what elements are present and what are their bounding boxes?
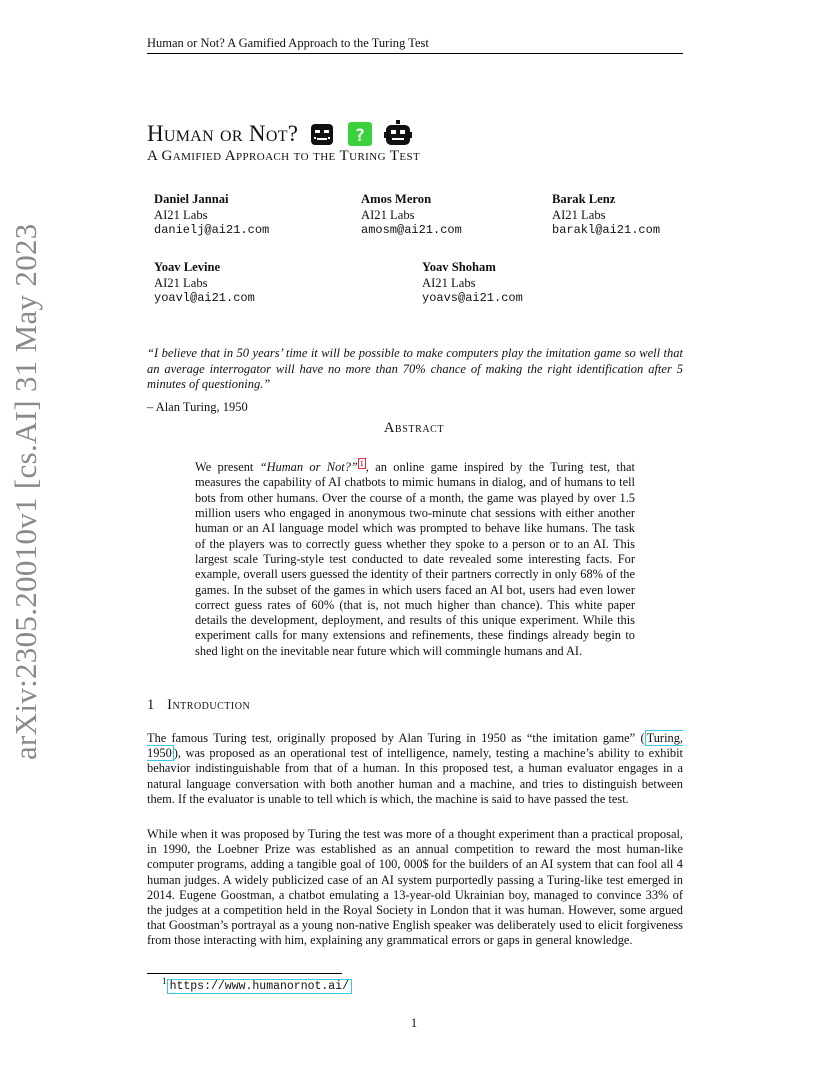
title-text: Human or Not?: [147, 121, 299, 146]
section-title: Introduction: [167, 697, 251, 713]
robot-face-icon: [308, 120, 336, 148]
author-affiliation: AI21 Labs: [422, 275, 476, 290]
author-block: [361, 192, 462, 239]
author-email: yoavs@ai21.com: [422, 291, 523, 305]
section-number: 1: [147, 697, 155, 713]
author-affiliation: AI21 Labs: [552, 207, 606, 222]
author-block: [422, 260, 523, 307]
author-email: yoavl@ai21.com: [154, 291, 255, 305]
abstract-text: , an online game inspired by the Turing test, that measures the capability of AI chatbots to mimic humans in dialog, and of humans to tell bots from other humans. Over the course of a month, the game was played by over 1.5 million users who engaged in anonymous two-minute chat sessions with either another human or an AI language model which was prompted to behave like humans. The task of the players was to correctly guess whether they spoke to a person or to an AI. This largest scale Turing-style test conducted to date revealed some interesting facts. For example, overall users guessed the identity of their partners correctly in only 68% of the games. In the subset of the games in which users faced an AI bot, users had even lower correct guess rates of 60% (that is, not much higher than chance). This white paper details the development, deployment, and results of this unique experiment. While this experiment calls for many extensions and refinements, these findings already begin to shed light on the inevitable near future which will commingle humans and AI.: [195, 460, 635, 658]
footnote-url-link[interactable]: https://www.humanornot.ai/: [167, 979, 352, 994]
author-affiliation: AI21 Labs: [154, 207, 208, 222]
abstract-heading: Abstract: [383, 420, 445, 436]
question-mark-icon: [346, 120, 374, 148]
intro-paragraph-2: While when it was proposed by Turing the test was more of a thought experiment than a practical proposal, in 1990, the Loebner Prize was established as an annual competition to reward the most human-like computer programs, adding a tangible goal of 100, 000$ for the builders of an AI system that can fool all 4 human judges. A widely publicized case of an AI system purportedly passing a Turing-like test emerged in 2014. Eugene Goostman, a chatbot emulating a 13-year-old Ukrainian boy, managed to convince 33% of the judges at a competition held in the Royal Society in London that it was human. However, some argued that Goostman’s portrayal as a young non-native English speaker was deliberately used to elicit forgiveness from those interacting with him, explaining any grammatical errors or gaps in general knowledge.: [147, 827, 683, 948]
author-affiliation: AI21 Labs: [154, 275, 208, 290]
author-name: Amos Meron: [361, 192, 432, 206]
footnote-link[interactable]: 1: [359, 459, 364, 468]
author-name: Yoav Shoham: [422, 260, 496, 274]
author-email: amosm@ai21.com: [361, 223, 462, 237]
epigraph-quote: “I believe that in 50 years’ time it will be possible to make computers play the imitation game so well that an average interrogator will have no more than 70% chance of making the right identification after 5 minutes of questioning.”: [147, 346, 683, 391]
abstract-lead: We present: [195, 460, 260, 475]
author-email: danielj@ai21.com: [154, 223, 270, 237]
footnote: [162, 976, 352, 993]
intro-paragraph-1: [147, 731, 683, 807]
footnote-mark: 1: [162, 976, 167, 986]
author-block: [154, 260, 255, 307]
abstract-body: [195, 456, 635, 659]
running-header: Human or Not? A Gamified Approach to the Turing Test: [147, 36, 683, 54]
section-heading: [147, 697, 250, 714]
page-number: 1: [410, 1016, 418, 1030]
epigraph-attribution: – Alan Turing, 1950: [147, 400, 248, 414]
intro-text: The famous Turing test, originally proposed by Alan Turing in 1950 as “the imitation game” (: [147, 731, 645, 745]
author-name: Barak Lenz: [552, 192, 616, 206]
author-block: [154, 192, 269, 239]
intro-text: ), was proposed as an operational test of intelligence, namely, testing a machine’s ability to exhibit behavior indistinguishable from that of a human. In this proposed test, a human evaluator engages in a natural language conversation with both another human and a machine, and tries to distinguish between them. If the evaluator is unable to tell which is which, the machine is said to have passed the test.: [147, 746, 683, 806]
author-email: barakl@ai21.com: [552, 223, 661, 237]
footnote-rule: [147, 973, 342, 974]
citation-link[interactable]: Turing, 1950: [147, 731, 683, 761]
svg-text:?: ?: [355, 126, 366, 146]
paper-title: [147, 120, 412, 148]
paper-subtitle: A Gamified Approach to the Turing Test: [147, 148, 421, 164]
robot-face-icon: [384, 120, 412, 148]
arxiv-stamp: arXiv:2305.20010v1 [cs.AI] 31 May 2023: [8, 223, 43, 760]
author-block: [552, 192, 660, 239]
game-name: “Human or Not?”: [259, 460, 358, 475]
author-affiliation: AI21 Labs: [361, 207, 415, 222]
author-name: Yoav Levine: [154, 260, 221, 274]
author-name: Daniel Jannai: [154, 192, 229, 206]
